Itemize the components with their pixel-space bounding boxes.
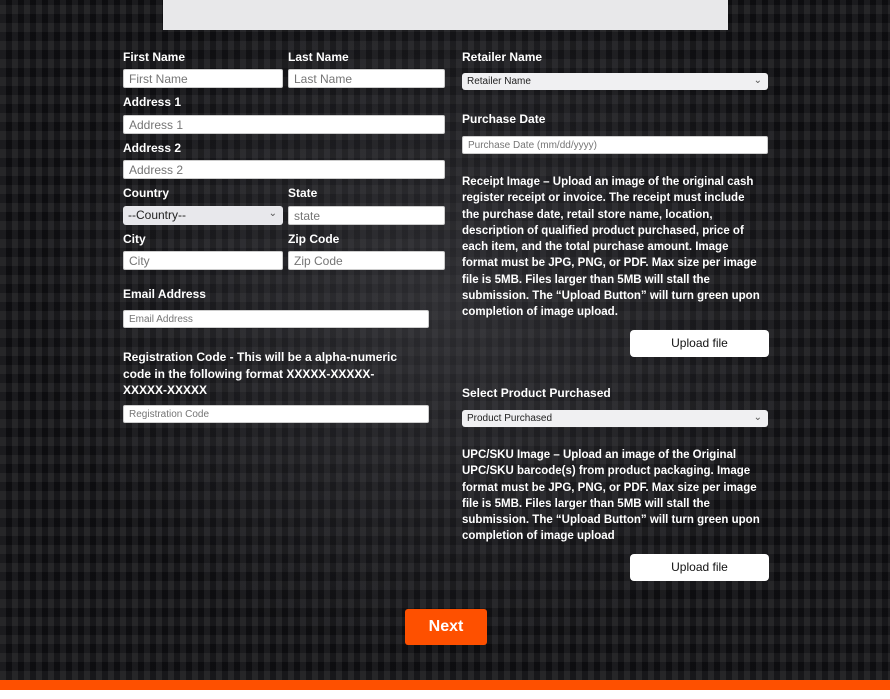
email-input[interactable] [123,310,429,328]
upc-instructions: UPC/SKU Image – Upload an image of the Original UPC/SKU barcode(s) from product packaging. Image format must be JPG, PNG, or PDF. Max size per image file is 5MB. Files larger than 5MB will stall the submission. The “Upload Button” will turn green upon completion of image upload [462,449,760,543]
product-label: Select Product Purchased [462,386,611,400]
last-name-input[interactable] [288,69,445,88]
footer-accent-bar [0,680,890,690]
city-input[interactable] [123,251,283,270]
retailer-select[interactable] [462,73,768,90]
product-value: Product Purchased [467,413,553,424]
address1-label: Address 1 [123,95,182,109]
email-label: Email Address [123,287,206,301]
purchase-date-input[interactable] [462,136,768,154]
first-name-label: First Name [123,50,186,64]
purchase-date-label: Purchase Date [462,112,546,126]
registration-label: Registration Code - This will be a alpha-numeric code in the following format XXXXX-XXXXX-XXXXX-XXXXX [123,350,398,397]
state-input[interactable] [288,206,445,225]
next-button[interactable]: Next [405,609,487,645]
zip-input[interactable] [288,251,445,270]
receipt-instructions: Receipt Image – Upload an image of the original cash register receipt or invoice. The receipt must include the purchase date, retail store name, location, description of qualified product purchased, price of each item, and the total purchase amount. Image format must be JPG, PNG, or PDF. Max size per image file is 5MB. Files larger than 5MB will stall the submission. The “Upload Button” will turn green upon completion of image upload. [462,176,760,319]
address1-input[interactable] [123,115,445,134]
header-banner [163,0,728,30]
product-select[interactable] [462,410,768,427]
retailer-label: Retailer Name [462,50,543,64]
upload-upc-button[interactable]: Upload file [630,554,769,581]
country-value: --Country-- [128,208,187,222]
upload-receipt-button[interactable]: Upload file [630,330,769,357]
registration-input[interactable] [123,405,429,423]
country-select[interactable] [123,206,283,225]
address2-label: Address 2 [123,141,182,155]
chevron-down-icon: ⌄ [753,75,762,86]
first-name-input[interactable] [123,69,283,88]
last-name-label: Last Name [288,50,349,64]
retailer-value: Retailer Name [467,76,531,87]
chevron-down-icon: ⌄ [268,208,277,219]
chevron-down-icon: ⌄ [753,412,762,423]
state-label: State [288,186,318,200]
address2-input[interactable] [123,160,445,179]
city-label: City [123,232,146,246]
zip-label: Zip Code [288,232,340,246]
country-label: Country [123,186,169,200]
